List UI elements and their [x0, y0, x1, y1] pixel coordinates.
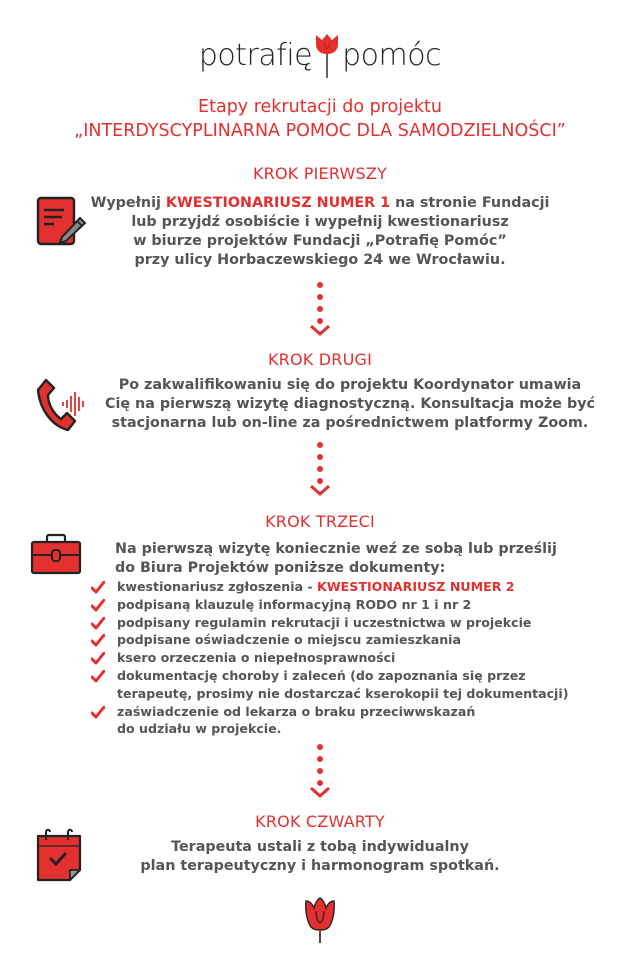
step-1-line-2: lub przyjdź osobiście i wypełnij kwestionariusz — [131, 214, 509, 230]
documents-list — [90, 578, 590, 738]
step-4-line-2: plan terapeutyczny i harmonogram spotkań. — [140, 858, 500, 874]
tulip-icon — [303, 897, 337, 943]
list-item: dokumentację choroby i zaleceń (do zapoznania się przez terapeutę, prosimy nie dostarczać kserokopii tej dokumentacji) — [90, 667, 572, 703]
dotted-arrow-down-icon — [305, 440, 335, 500]
title-line-2: „INTERDYSCYPLINARNA POMOC DLA SAMODZIELNOŚCI” — [74, 121, 566, 141]
logo-left-word: potrafię — [198, 37, 313, 73]
step-3-text — [115, 540, 615, 578]
questionnaire-2-highlight: KWESTIONARIUSZ NUMER 2 — [317, 579, 515, 594]
step-4-heading: KROK CZWARTY — [255, 812, 385, 831]
list-item: ksero orzeczenia o niepełnosprawności — [90, 649, 590, 667]
step-3-line-1: Na pierwszą wizytę koniecznie weź ze sobą lub prześlij — [115, 541, 557, 557]
step-2-text — [80, 376, 620, 433]
step-1-text — [90, 194, 550, 270]
calendar-check-icon — [34, 828, 84, 882]
page-title — [0, 95, 640, 143]
step-2-line-1: Po zakwalifikowaniu się do projektu Koordynator umawia — [118, 377, 582, 393]
list-item: podpisaną klauzulę informacyjną RODO nr 1 i nr 2 — [90, 596, 590, 614]
list-item: zaświadczenie od lekarza o braku przeciwwskazań do udziału w projekcie. — [90, 703, 477, 739]
step-1-line-4: przy ulicy Horbaczewskiego 24 we Wrocławiu. — [134, 252, 506, 268]
step-1-line-1: Wypełnij KWESTIONARIUSZ NUMER 1 na stronie Fundacji — [90, 195, 550, 211]
list-item: podpisany regulamin rekrutacji i uczestnictwa w projekcie — [90, 614, 590, 632]
step-1-heading: KROK PIERWSZY — [252, 164, 388, 183]
title-line-1: Etapy rekrutacji do projektu — [198, 97, 442, 117]
list-item: kwestionariusz zgłoszenia - KWESTIONARIUSZ NUMER 2 — [90, 578, 590, 596]
checkmark-icon — [91, 670, 105, 683]
checkmark-icon — [91, 617, 105, 630]
step-3-heading: KROK TRZECI — [265, 512, 375, 531]
step-1-line-3: w biurze projektów Fundacji „Potrafię Pomóc” — [133, 233, 507, 249]
questionnaire-1-highlight: KWESTIONARIUSZ NUMER 1 — [165, 195, 391, 211]
step-4-line-1: Terapeuta ustali z tobą indywidualny — [171, 839, 469, 855]
list-item: podpisane oświadczenie o miejscu zamieszkania — [90, 631, 590, 649]
step-2-line-2: Cię na pierwszą wizytę diagnostyczną. Konsultacja może być — [104, 396, 596, 412]
dotted-arrow-down-icon — [305, 742, 335, 802]
tulip-icon — [313, 32, 341, 78]
logo — [0, 28, 640, 82]
briefcase-icon — [30, 533, 82, 575]
dotted-arrow-down-icon — [305, 280, 335, 340]
step-2-heading: KROK DRUGI — [267, 350, 373, 369]
checkmark-icon — [91, 706, 105, 719]
checkmark-icon — [91, 599, 105, 612]
step-2-line-3: stacjonarna lub on-line za pośrednictwem platformy Zoom. — [111, 415, 589, 431]
checkmark-icon — [91, 581, 105, 594]
logo-right-word: pomóc — [342, 37, 442, 73]
form-pen-icon — [36, 196, 88, 248]
step-3-line-2: do Biura Projektów poniższe dokumenty: — [115, 560, 446, 576]
checkmark-icon — [91, 634, 105, 647]
step-4-text — [100, 838, 540, 876]
checkmark-icon — [91, 652, 105, 665]
